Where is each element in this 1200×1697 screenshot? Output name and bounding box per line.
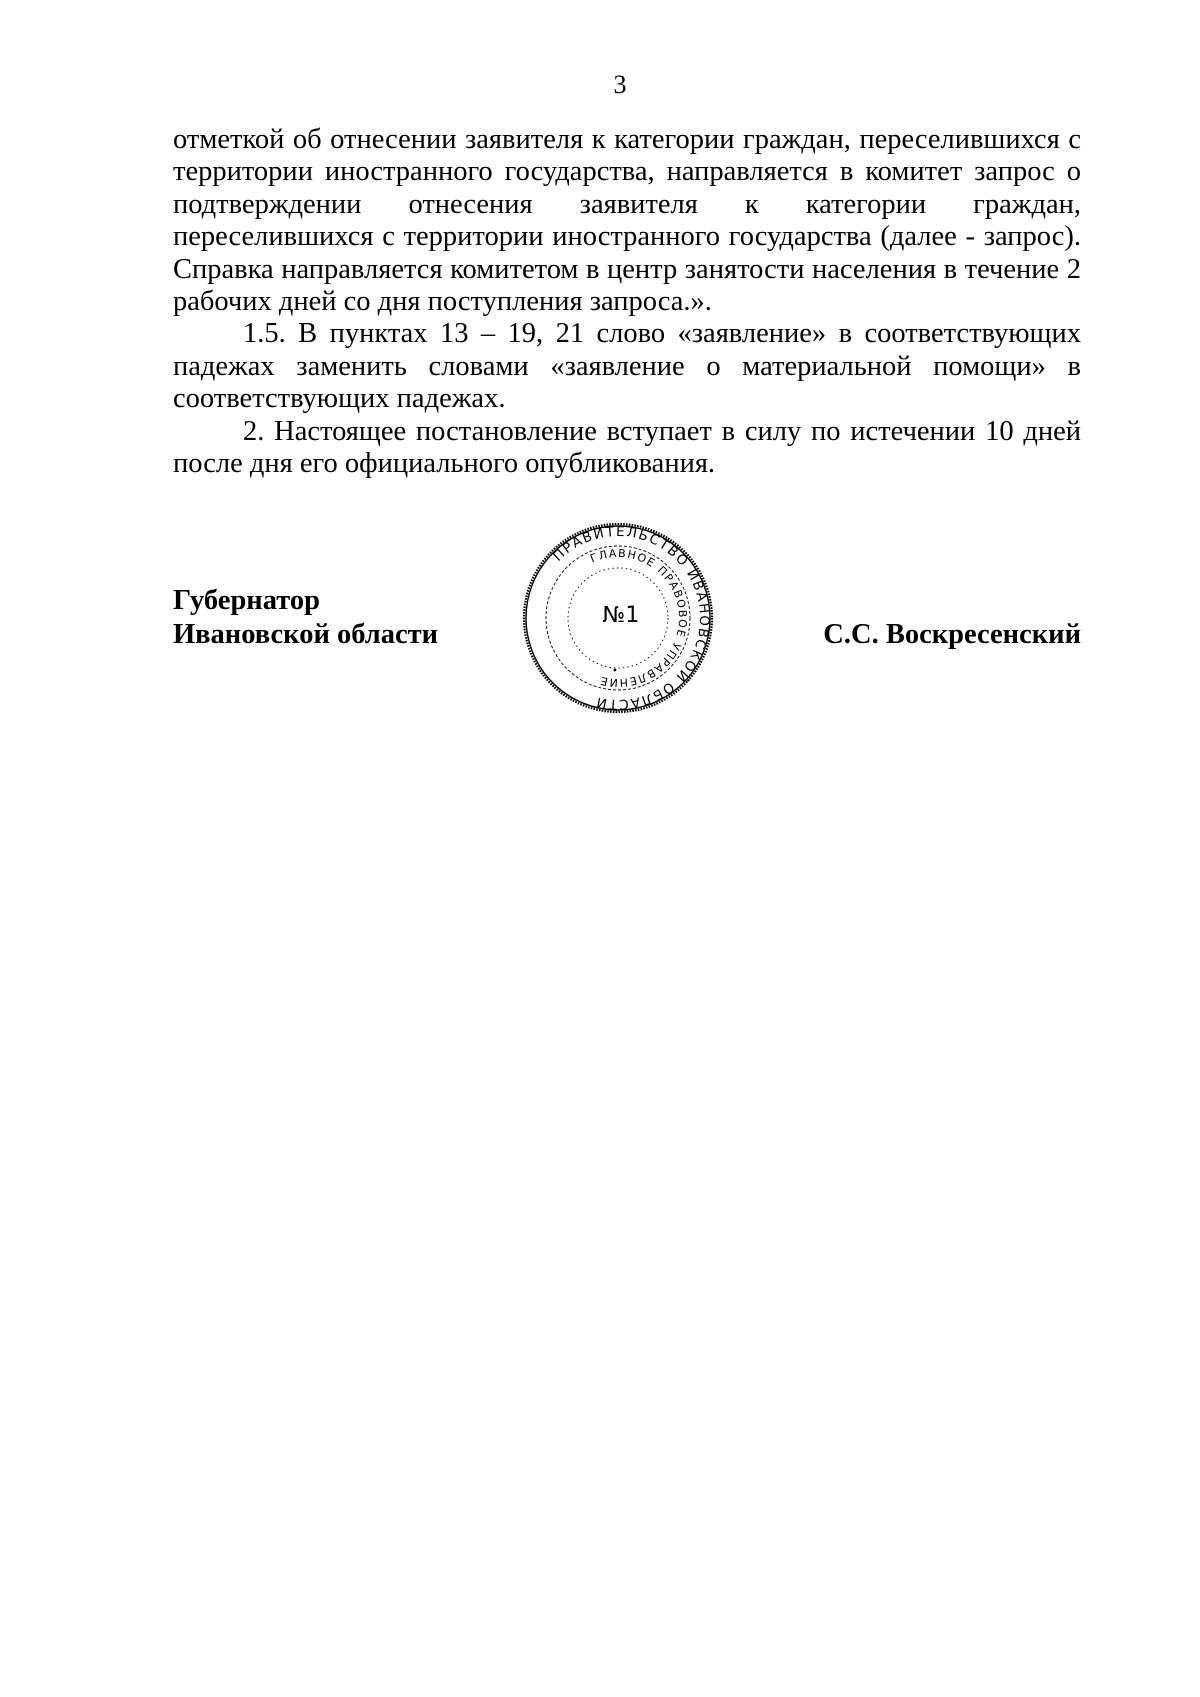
- official-stamp-seal: [518, 518, 718, 718]
- document-body: [173, 124, 1081, 480]
- paragraph-continuation: отметкой об отнесении заявителя к категории граждан, переселившихся с территории иностранного государства, направляется в комитет запрос о подтверждении отнесения заявителя к категории граждан, переселившихся с территории иностранного государства (далее - запрос). Справка направляется комитетом в центр занятости населения в течение 2 рабочих дней со дня поступления запроса.».: [173, 124, 1081, 318]
- paragraph-item-2: 2. Настоящее постановление вступает в силу по истечении 10 дней после дня его официального опубликования.: [173, 415, 1081, 480]
- stamp-outer-text: ПРАВИТЕЛЬСТВО ИВАНОВСКОЙ ОБЛАСТИ: [549, 523, 713, 713]
- signatory-position-line1: Губернатор: [173, 585, 320, 616]
- signatory-position-line2: Ивановской области: [173, 619, 439, 650]
- stamp-center-number: №1: [602, 603, 640, 628]
- signatory-name: С.С. Воскресенский: [823, 619, 1081, 650]
- signatory-position: [173, 584, 438, 652]
- paragraph-item-1-5: 1.5. В пунктах 13 – 19, 21 слово «заявление» в соответствующих падежах заменить словами «заявление о материальной помощи» в соответствующих падежах.: [173, 318, 1081, 415]
- page-number: 3: [613, 70, 627, 99]
- stamp-inner-text: ГЛАВНОЕ ПРАВОВОЕ УПРАВЛЕНИЕ: [588, 546, 690, 690]
